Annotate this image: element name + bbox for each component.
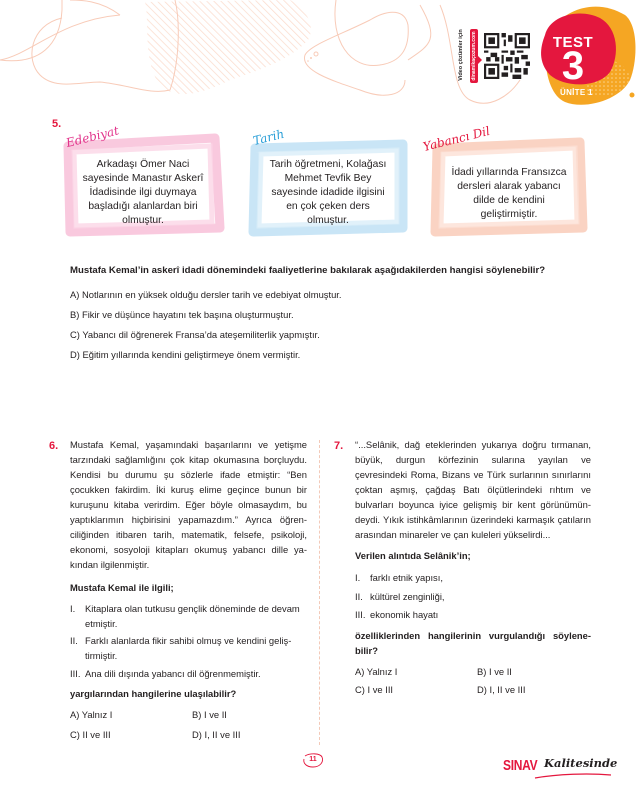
question-7-statement-3 <box>355 607 591 622</box>
card-edebiyat <box>60 123 225 238</box>
question-7-number: 7. <box>334 440 344 452</box>
statement-numeral: I. <box>355 572 361 583</box>
brand-underline-swoosh <box>533 772 613 780</box>
qr-code-icon[interactable] <box>484 33 530 79</box>
question-6-passage: Mustafa Kemal, yaşamındaki başarılarını ve yetişme tarzındaki sağlamlığını çok kitap okumasına borçluydu. Kendisi bu durumu şu sözlerle ifade etmiştir: “Ben çocukken fakirdim. İki kuruş elime geçince bunun bir kuruşunu kitaba verirdim. Eğer böyle olmasaydım, bu yaptıklarımın hiçbirisini yapamazdım.” Ayrıca öğrenciliğinden itibaren tarih, matematik, felsefe, psikoloji, ekonomi, sosyoloji kitapları okumuş yabancı dille yakından ilgilenmiştir. <box>70 439 307 570</box>
question-6-option-b[interactable]: B) I ve II <box>192 709 227 720</box>
question-6-statement-1 <box>70 601 307 631</box>
brand-logo <box>503 756 618 780</box>
question-7-question: özelliklerinden hangilerinin vurgulandığı söylenebilir? <box>355 630 591 656</box>
question-7-option-d[interactable]: D) I, II ve III <box>477 684 526 695</box>
statement-numeral: I. <box>70 603 76 614</box>
statement-text: Kitaplara olan tutkusu gençlik döneminde de devam etmiştir. <box>85 603 300 629</box>
qr-caption: Video çözümler için <box>458 29 464 81</box>
page-number-text: 11 <box>309 756 317 763</box>
question-5-option-d[interactable]: D) Eğitim yıllarında kendini geliştirmeye önem vermiştir. <box>70 349 301 360</box>
card-tarih <box>245 126 410 238</box>
test-badge <box>530 0 638 110</box>
card-yabanci-dil <box>421 123 590 238</box>
statement-numeral: II. <box>355 591 363 602</box>
qr-site-label[interactable]: dinamikaçozum.com <box>470 29 478 83</box>
question-5-option-c[interactable]: C) Yabancı dil öğrenerek Fransa’da ateşemiliterlik yapmıştır. <box>70 329 320 340</box>
statement-numeral: II. <box>70 635 78 646</box>
question-7-passage: “...Selânik, dağ eteklerinden yukarıya doğru tırmanan, büyük, durgun körfezinin sularına yayılan ve çevresindeki Roma, Bizans ve Türk surlarının sınırlarını çoktan aşmış, çağdaş Batı ölçütlerindeki rıhtım ve bulvarları boyunca iyice gelişmiş bir kent görünümündeydi. Yıkık istihkâmlarının üzerindeki karmaşık çatıların arasından minareler ve çan kuleleri yükselirdi... <box>355 439 591 540</box>
question-7-option-b[interactable]: B) I ve II <box>477 666 512 677</box>
page-number <box>302 753 324 769</box>
question-6-number: 6. <box>49 440 59 452</box>
card-title: Tarih <box>251 126 286 148</box>
statement-text: ekonomik hayatı <box>370 609 439 620</box>
statement-text: kültürel zenginliği, <box>370 591 445 602</box>
question-5-number: 5. <box>52 118 62 130</box>
statement-numeral: III. <box>355 609 366 620</box>
question-7-option-a[interactable]: A) Yalnız I <box>355 666 398 677</box>
badge-test-label: TEST <box>552 34 594 51</box>
question-6-option-a[interactable]: A) Yalnız I <box>70 709 113 720</box>
question-7-statement-2 <box>355 589 591 604</box>
question-7-statement-1 <box>355 570 591 585</box>
video-solution-qr-block[interactable] <box>450 30 530 88</box>
question-6-question: yargılarından hangilerine ulaşılabilir? <box>70 688 237 699</box>
question-7-option-c[interactable]: C) I ve III <box>355 684 394 695</box>
question-6-lead: Mustafa Kemal ile ilgili; <box>70 582 174 593</box>
question-7-lead: Verilen alıntıda Selânik’in; <box>355 550 471 561</box>
statement-text: Ana dili dışında yabancı dil öğrenmemiştir. <box>85 668 261 679</box>
statement-text: farklı etnik yapısı, <box>370 572 443 583</box>
question-5-option-a[interactable]: A) Notlarının en yüksek olduğu dersler tarih ve edebiyat olmuştur. <box>70 289 342 300</box>
question-6-statement-3 <box>70 666 307 681</box>
brand-logo-part-1: SINAV <box>503 756 538 774</box>
card-text: Arkadaşı Ömer Naci sayesinde Manastır Askerî İdadisinde ilgi duymaya başladığı alanlardan biri olmuştur. <box>82 159 204 226</box>
card-text: İdadi yıllarında Fransızca dersleri alarak yabancı dilde de kendini geliştirmiştir. <box>451 167 567 220</box>
column-divider <box>319 440 320 745</box>
badge-unit-label: ÜNİTE 1 <box>560 88 593 97</box>
badge-test-number: 3 <box>561 44 585 88</box>
question-6-option-c[interactable]: C) II ve III <box>70 729 111 740</box>
question-5-stem: Mustafa Kemal’in askerî idadi dönemindeki faaliyetlerine bakılarak aşağıdakilerden hangisi söylenebilir? <box>70 265 546 276</box>
question-6-option-d[interactable]: D) I, II ve III <box>192 729 241 740</box>
brand-logo-part-2: Kalitesinde <box>544 756 618 770</box>
card-text: Tarih öğretmeni, Kolağası Mehmet Tevfik Bey sayesinde idadide ilgisini en çok çeken ders olmuştur. <box>269 159 387 226</box>
card-title: Edebiyat <box>64 123 121 150</box>
question-6-statement-2 <box>70 633 307 663</box>
arrow-right-icon <box>476 54 482 66</box>
question-5-option-b[interactable]: B) Fikir ve düşünce hayatını tek başına oluşturmuştur. <box>70 309 294 320</box>
card-title: Yabancı Dil <box>421 123 492 154</box>
statement-numeral: III. <box>70 668 81 679</box>
statement-text: Farklı alanlarda fikir sahibi olmuş ve kendini geliştirmiştir. <box>85 635 292 661</box>
